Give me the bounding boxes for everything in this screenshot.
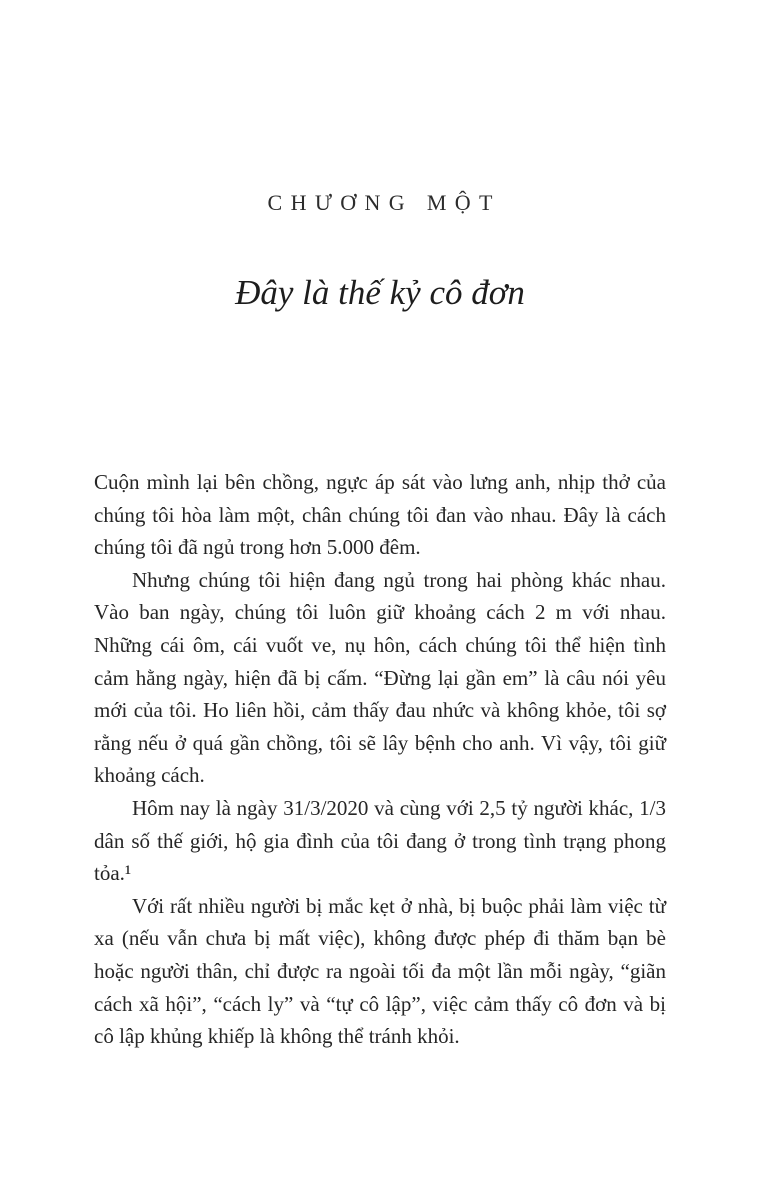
page-title: Đây là thế kỷ cô đơn: [235, 273, 525, 313]
paragraph-1: Cuộn mình lại bên chồng, ngực áp sát vào lưng anh, nhịp thở của chúng tôi hòa làm một, chân chúng tôi đan vào nhau. Đây là cách chúng tôi đã ngủ trong hơn 5.000 đêm.: [94, 470, 666, 560]
body-text: [94, 466, 666, 1053]
paragraph-3: Hôm nay là ngày 31/3/2020 và cùng với 2,5 tỷ người khác, 1/3 dân số thế giới, hộ gia đình của tôi đang ở trong tình trạng phong tỏa.¹: [94, 795, 666, 886]
chapter-label: CHƯƠNG MỘT: [267, 190, 501, 215]
paragraph-2: Nhưng chúng tôi hiện đang ngủ trong hai phòng khác nhau. Vào ban ngày, chúng tôi luôn giữ khoảng cách 2 m với nhau. Những cái ôm, cái vuốt ve, nụ hôn, cách chúng tôi thể hiện tình cảm hằng ngày, hiện đã bị cấm. “Đừng lại gần em” là câu nói yêu mới của tôi. Ho liên hồi, cảm thấy đau nhức và không khỏe, tôi sợ rằng nếu ở quá gần chồng, tôi sẽ lây bệnh cho anh. Vì vậy, tôi giữ khoảng cách.: [94, 567, 666, 788]
paragraph-4: Với rất nhiều người bị mắc kẹt ở nhà, bị buộc phải làm việc từ xa (nếu vẫn chưa bị mất việc), không được phép đi thăm bạn bè hoặc người thân, chỉ được ra ngoài tối đa một lần mỗi ngày, “giãn cách xã hội”, “cách ly” và “tự cô lập”, việc cảm thấy cô đơn và bị cô lập khủng khiếp là không thể tránh khỏi.: [94, 893, 666, 1049]
